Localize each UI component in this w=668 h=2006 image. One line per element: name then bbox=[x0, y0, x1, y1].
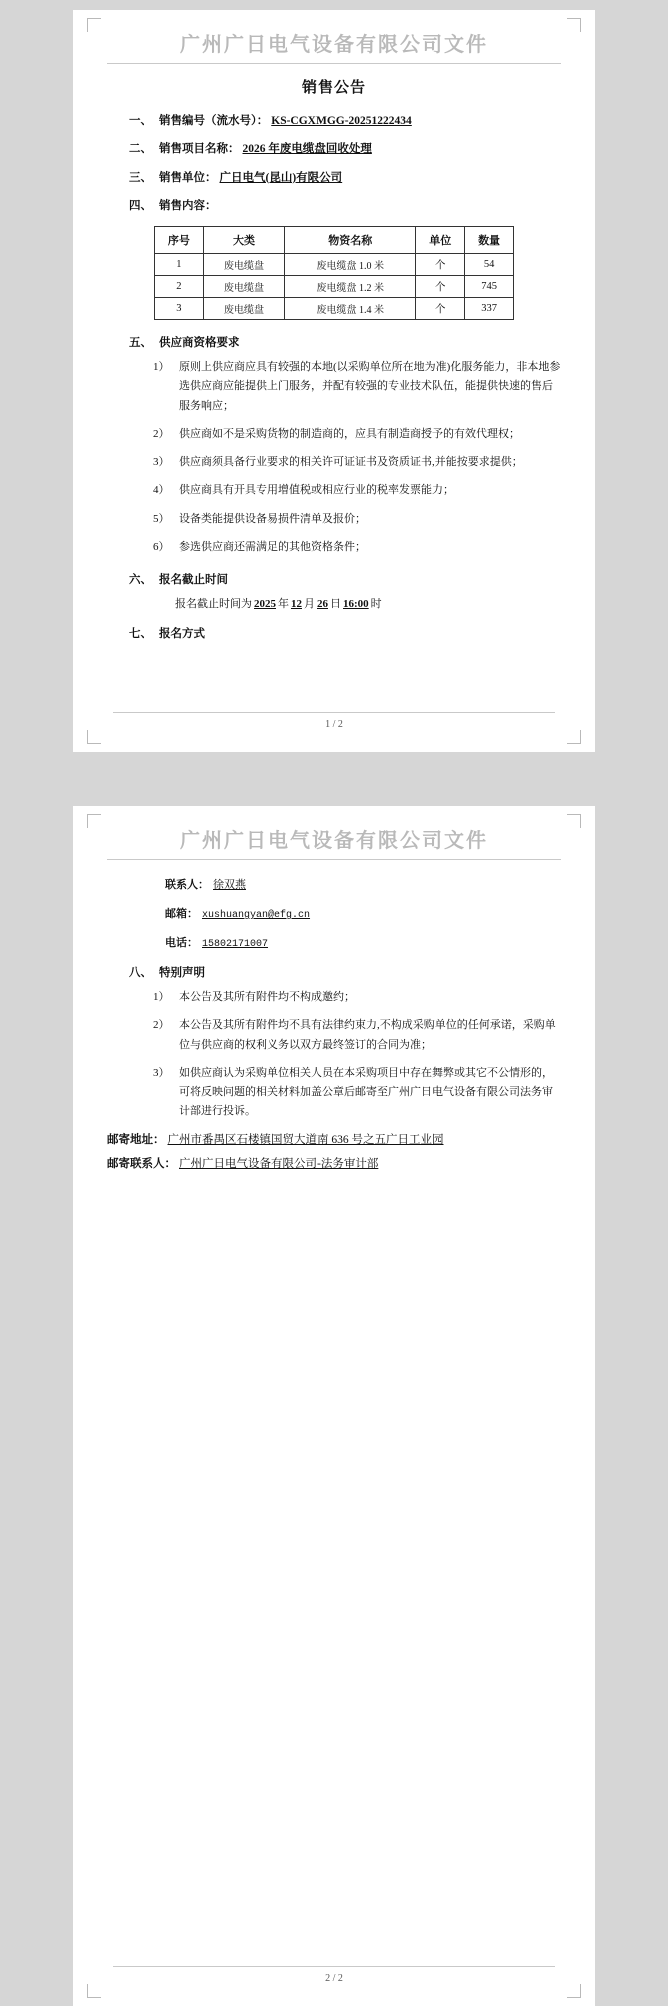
crop-mark-top-right bbox=[567, 814, 581, 828]
list-text: 原则上供应商应具有较强的本地(以采购单位所在地为准)化服务能力，非本地参选供应商应能提供上门服务，并配有较强的专业技术队伍，能提供快速的售后服务响应； bbox=[179, 361, 561, 412]
document-page-1 bbox=[73, 10, 595, 752]
list-marker: 4） bbox=[153, 484, 170, 497]
clause-value: KS-CGXMGG-20251222434 bbox=[271, 115, 412, 127]
section-registration-method-heading bbox=[107, 625, 561, 641]
section-title: 报名方式 bbox=[159, 628, 205, 640]
contact-phone-value: 15802171007 bbox=[202, 939, 269, 950]
deadline-month: 12 bbox=[291, 598, 302, 610]
section-deadline-heading bbox=[107, 571, 561, 587]
cell-quantity: 337 bbox=[465, 298, 514, 320]
mailing-contact-line bbox=[107, 1155, 561, 1171]
cell-material-name: 废电缆盘 1.0 米 bbox=[285, 254, 416, 276]
contact-phone-line bbox=[165, 934, 561, 950]
clause-label: 销售单位： bbox=[159, 171, 217, 184]
page-separator bbox=[0, 752, 668, 774]
section-number: 八、 bbox=[129, 967, 152, 979]
mailing-address-label: 邮寄地址： bbox=[107, 1133, 165, 1146]
contact-email-line bbox=[165, 905, 561, 921]
list-text: 设备类能提供设备易损件清单及报价； bbox=[179, 512, 366, 525]
list-marker: 3） bbox=[153, 456, 170, 468]
contact-person-value: 徐双燕 bbox=[213, 879, 246, 891]
company-letterhead: 广州广日电气设备有限公司文件 bbox=[107, 28, 561, 64]
deadline-month-unit: 月 bbox=[304, 598, 315, 610]
crop-mark-top-left bbox=[87, 814, 101, 828]
section-number: 六、 bbox=[129, 574, 152, 586]
mailing-contact-label: 邮寄联系人： bbox=[107, 1157, 176, 1170]
column-header-index: 序号 bbox=[155, 227, 204, 254]
list-text: 供应商须具备行业要求的相关许可证证书及资质证书,并能按要求提供； bbox=[179, 456, 523, 468]
cell-category: 废电缆盘 bbox=[203, 254, 284, 276]
list-marker: 2） bbox=[153, 1019, 170, 1032]
deadline-time: 16:00 bbox=[343, 598, 369, 610]
deadline-line bbox=[175, 595, 561, 611]
list-marker: 6） bbox=[153, 540, 170, 553]
document-title: 销售公告 bbox=[301, 80, 366, 96]
contact-email-value: xushuangyan@efg.cn bbox=[202, 910, 311, 921]
clause-label: 销售内容： bbox=[159, 199, 217, 212]
section-special-statement-heading bbox=[107, 964, 561, 980]
company-letterhead: 广州广日电气设备有限公司文件 bbox=[107, 824, 561, 860]
list-text: 参选供应商还需满足的其他资格条件； bbox=[179, 540, 366, 553]
deadline-day: 26 bbox=[317, 598, 328, 610]
cell-material-name: 废电缆盘 1.2 米 bbox=[285, 276, 416, 298]
deadline-day-unit: 日 bbox=[330, 598, 341, 610]
mailing-address-line bbox=[107, 1131, 561, 1147]
list-item bbox=[153, 425, 561, 444]
contact-person-line bbox=[165, 876, 561, 892]
clause-label: 销售编号（流水号）： bbox=[159, 115, 269, 127]
page-footer: 2 / 2 bbox=[113, 1966, 555, 1984]
deadline-prefix: 报名截止时间为 bbox=[175, 598, 252, 610]
document-page-2 bbox=[73, 806, 595, 2006]
list-item bbox=[153, 1016, 561, 1055]
page-footer: 1 / 2 bbox=[113, 712, 555, 730]
crop-mark-top-left bbox=[87, 18, 101, 32]
crop-mark-bottom-right bbox=[567, 730, 581, 744]
table-row bbox=[155, 298, 514, 320]
column-header-category: 大类 bbox=[203, 227, 284, 254]
list-item bbox=[153, 358, 561, 416]
clause-number: 三、 bbox=[129, 171, 152, 184]
cell-index: 2 bbox=[155, 276, 204, 298]
clause-sales-unit bbox=[107, 170, 561, 187]
list-item bbox=[153, 453, 561, 472]
section-title: 报名截止时间 bbox=[159, 574, 228, 586]
clause-label: 销售项目名称： bbox=[159, 143, 240, 156]
clause-number: 四、 bbox=[129, 199, 152, 212]
list-marker: 2） bbox=[153, 427, 170, 440]
list-marker: 5） bbox=[153, 512, 170, 525]
crop-mark-bottom-right bbox=[567, 1984, 581, 1998]
goods-table bbox=[154, 226, 514, 320]
list-text: 供应商具有开具专用增值税或相应行业的税率发票能力； bbox=[179, 484, 454, 497]
cell-unit: 个 bbox=[416, 254, 465, 276]
list-text: 如供应商认为采购单位相关人员在本采购项目中存在舞弊或其它不公情形的，可将反映问题的相关材料加盖公章后邮寄至广州广日电气设备有限公司法务审计部进行投诉。 bbox=[179, 1066, 553, 1118]
list-text: 供应商如不是采购货物的制造商的，应具有制造商授予的有效代理权； bbox=[179, 427, 520, 440]
list-text: 本公告及其所有附件均不具有法律约束力,不构成采购单位的任何承诺，采购单位与供应商的权利义务以双方最终签订的合同为准； bbox=[179, 1019, 556, 1051]
clause-value: 2026 年废电缆盘回收处理 bbox=[242, 143, 372, 156]
table-row bbox=[155, 254, 514, 276]
mailing-contact-value: 广州广日电气设备有限公司-法务审计部 bbox=[179, 1157, 379, 1170]
mailing-address-value: 广州市番禺区石楼镇国贸大道南 636 号之五广日工业园 bbox=[167, 1133, 444, 1146]
list-marker: 1） bbox=[153, 361, 170, 373]
contact-email-label: 邮箱： bbox=[165, 908, 198, 920]
table-header-row bbox=[155, 227, 514, 254]
contact-phone-label: 电话： bbox=[165, 937, 198, 949]
clause-number: 二、 bbox=[129, 143, 152, 156]
clause-serial-number bbox=[107, 113, 561, 130]
cell-category: 废电缆盘 bbox=[203, 276, 284, 298]
deadline-year-unit: 年 bbox=[278, 598, 289, 610]
column-header-unit: 单位 bbox=[416, 227, 465, 254]
cell-index: 1 bbox=[155, 254, 204, 276]
deadline-year: 2025 bbox=[254, 598, 276, 610]
crop-mark-top-right bbox=[567, 18, 581, 32]
section-title: 供应商资格要求 bbox=[159, 337, 240, 349]
cell-unit: 个 bbox=[416, 298, 465, 320]
contact-person-label: 联系人： bbox=[165, 879, 209, 891]
table-row bbox=[155, 276, 514, 298]
cell-material-name: 废电缆盘 1.4 米 bbox=[285, 298, 416, 320]
list-marker: 3） bbox=[153, 1066, 170, 1079]
crop-mark-bottom-left bbox=[87, 1984, 101, 1998]
list-text: 本公告及其所有附件均不构成邀约； bbox=[179, 991, 355, 1003]
column-header-quantity: 数量 bbox=[465, 227, 514, 254]
clause-number: 一、 bbox=[129, 115, 152, 127]
list-item bbox=[153, 510, 561, 529]
cell-index: 3 bbox=[155, 298, 204, 320]
list-item bbox=[153, 1064, 561, 1122]
clause-sales-content bbox=[107, 198, 561, 215]
crop-mark-bottom-left bbox=[87, 730, 101, 744]
deadline-time-unit: 时 bbox=[370, 598, 382, 610]
cell-quantity: 745 bbox=[465, 276, 514, 298]
cell-quantity: 54 bbox=[465, 254, 514, 276]
supplier-qualification-list bbox=[153, 358, 561, 557]
list-item bbox=[153, 538, 561, 557]
clause-value: 广日电气(昆山)有限公司 bbox=[219, 171, 343, 184]
list-item bbox=[153, 481, 561, 500]
cell-category: 废电缆盘 bbox=[203, 298, 284, 320]
section-number: 五、 bbox=[129, 337, 152, 349]
list-item bbox=[153, 988, 561, 1007]
section-number: 七、 bbox=[129, 628, 152, 640]
section-supplier-qualifications-heading bbox=[107, 334, 561, 350]
special-statement-list bbox=[153, 988, 561, 1122]
list-marker: 1） bbox=[153, 991, 170, 1003]
section-title: 特别声明 bbox=[159, 967, 205, 979]
clause-project-name bbox=[107, 141, 561, 158]
cell-unit: 个 bbox=[416, 276, 465, 298]
column-header-material-name: 物资名称 bbox=[285, 227, 416, 254]
